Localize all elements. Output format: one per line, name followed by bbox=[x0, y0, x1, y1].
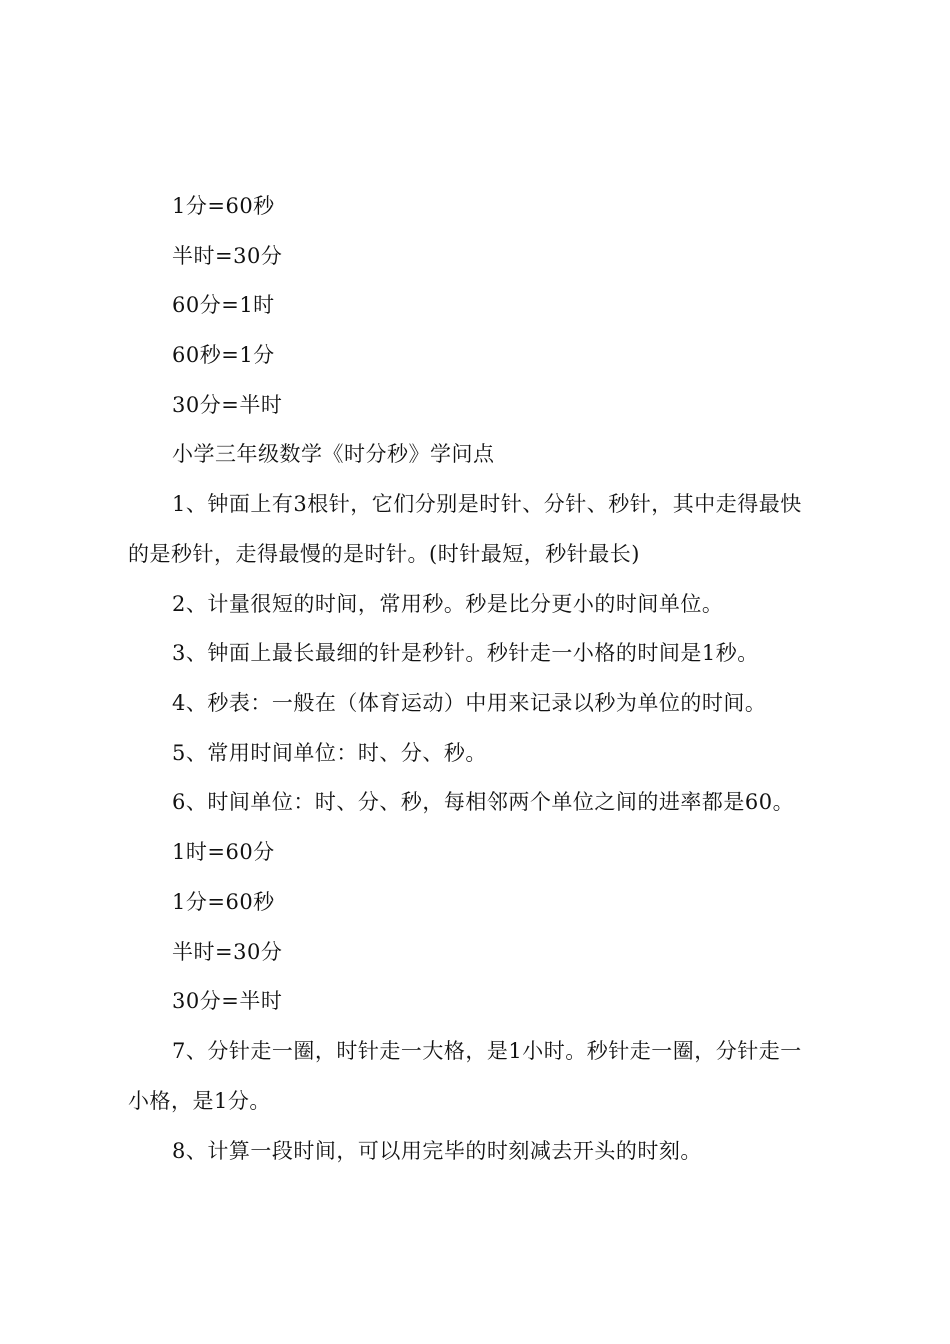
paragraph-line: 4、秒表：一般在（体育运动）中用来记录以秒为单位的时间。 bbox=[172, 691, 767, 715]
paragraph-line: 的是秒针，走得最慢的是时针。(时针最短，秒针最长) bbox=[128, 542, 640, 566]
conversion-line: 1分=60秒 bbox=[172, 890, 275, 914]
conversion-line: 1分=60秒 bbox=[172, 194, 275, 218]
paragraph-line: 6、时间单位：时、分、秒，每相邻两个单位之间的进率都是60。 bbox=[172, 790, 795, 814]
paragraph-line: 5、常用时间单位：时、分、秒。 bbox=[172, 741, 487, 765]
paragraph-line: 8、计算一段时间，可以用完毕的时刻减去开头的时刻。 bbox=[172, 1139, 702, 1163]
paragraph-line: 小格，是1分。 bbox=[128, 1089, 271, 1113]
paragraph-line: 2、计量很短的时间，常用秒。秒是比分更小的时间单位。 bbox=[172, 592, 724, 616]
conversion-line: 30分=半时 bbox=[172, 393, 283, 417]
conversion-line: 半时=30分 bbox=[172, 244, 283, 268]
conversion-line: 60秒=1分 bbox=[172, 343, 275, 367]
conversion-line: 60分=1时 bbox=[172, 293, 275, 317]
conversion-line: 1时=60分 bbox=[172, 840, 275, 864]
paragraph-line: 7、分针走一圈，时针走一大格，是1小时。秒针走一圈，分针走一 bbox=[172, 1039, 802, 1063]
conversion-line: 半时=30分 bbox=[172, 940, 283, 964]
conversion-line: 30分=半时 bbox=[172, 989, 283, 1013]
paragraph-line: 1、钟面上有3根针，它们分别是时针、分针、秒针，其中走得最快 bbox=[172, 492, 802, 516]
paragraph-line: 3、钟面上最长最细的针是秒针。秒针走一小格的时间是1秒。 bbox=[172, 641, 759, 665]
section-title: 小学三年级数学《时分秒》学问点 bbox=[172, 442, 495, 466]
